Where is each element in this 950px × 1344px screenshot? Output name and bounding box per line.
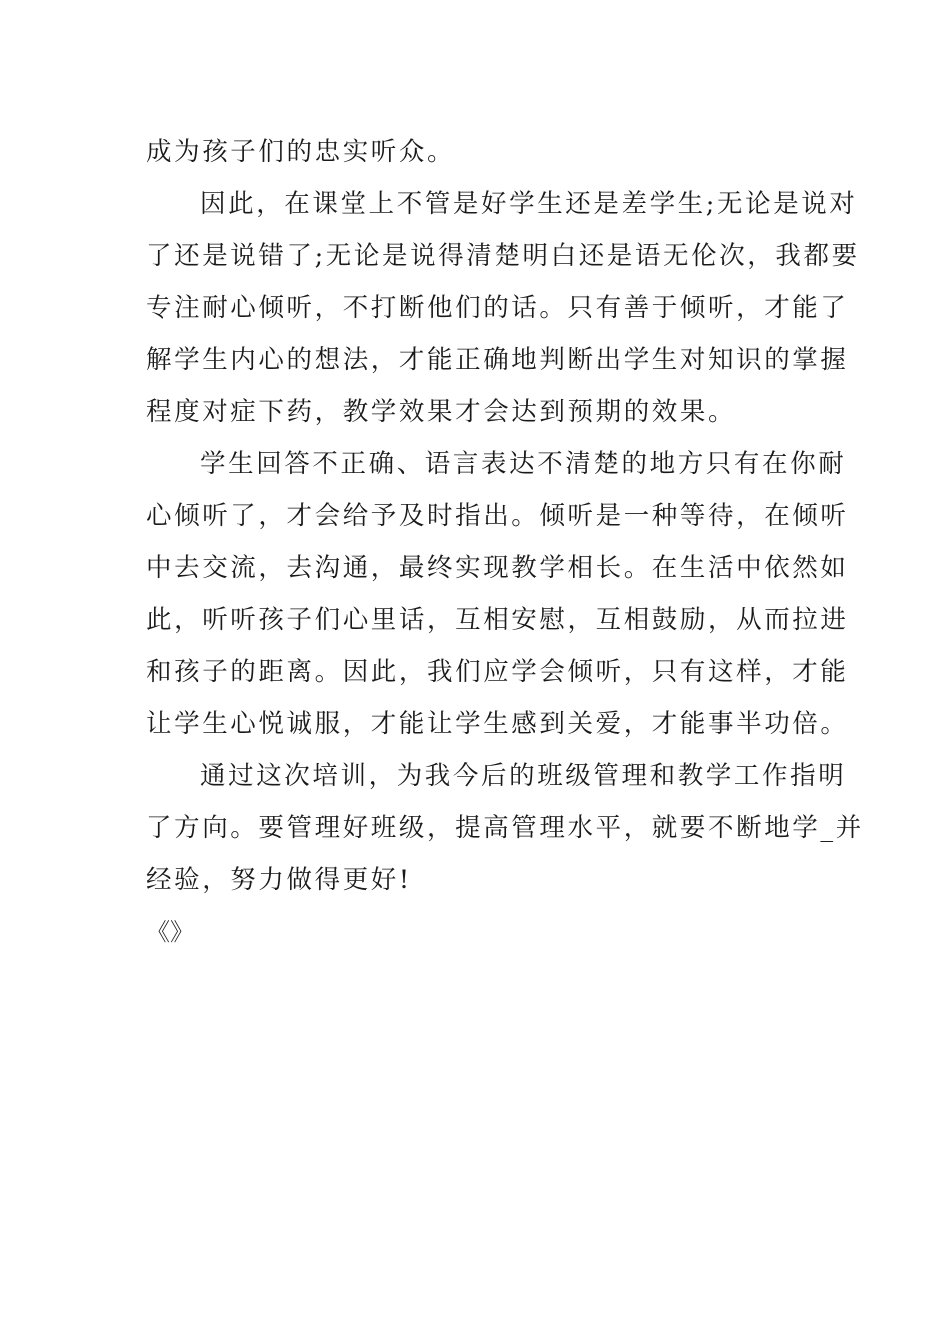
text-line: 心倾听了，才会给予及时指出。倾听是一种等待，在倾听: [146, 501, 849, 531]
paragraph-start-line: 通过这次培训，为我今后的班级管理和教学工作指明: [200, 761, 847, 791]
text-line: 中去交流，去沟通，最终实现教学相长。在生活中依然如: [146, 553, 849, 583]
text-line: 了还是说错了;无论是说得清楚明白还是语无伦次，我都要: [146, 241, 860, 271]
text-line: 此，听听孩子们心里话，互相安慰，互相鼓励，从而拉进: [146, 605, 849, 635]
text-line: 解学生内心的想法，才能正确地判断出学生对知识的掌握: [146, 345, 849, 375]
closing-mark: 《》: [146, 918, 194, 946]
text-line: 专注耐心倾听，不打断他们的话。只有善于倾听，才能了: [146, 293, 849, 323]
document-body: [146, 126, 864, 958]
text-line: 让学生心悦诚服，才能让学生感到关爱，才能事半功倍。: [146, 709, 849, 739]
text-line: 经验，努力做得更好!: [146, 865, 412, 895]
text-line: 程度对症下药，教学效果才会达到预期的效果。: [146, 397, 737, 427]
paragraph-start-line: 学生回答不正确、语言表达不清楚的地方只有在你耐: [200, 449, 847, 479]
text-line: 成为孩子们的忠实听众。: [146, 137, 456, 167]
text-line: 和孩子的距离。因此，我们应学会倾听，只有这样，才能: [146, 657, 849, 687]
text-line: 了方向。要管理好班级，提高管理水平，就要不断地学_并: [146, 813, 864, 843]
paragraph-start-line: 因此，在课堂上不管是好学生还是差学生;无论是说对: [200, 189, 858, 219]
